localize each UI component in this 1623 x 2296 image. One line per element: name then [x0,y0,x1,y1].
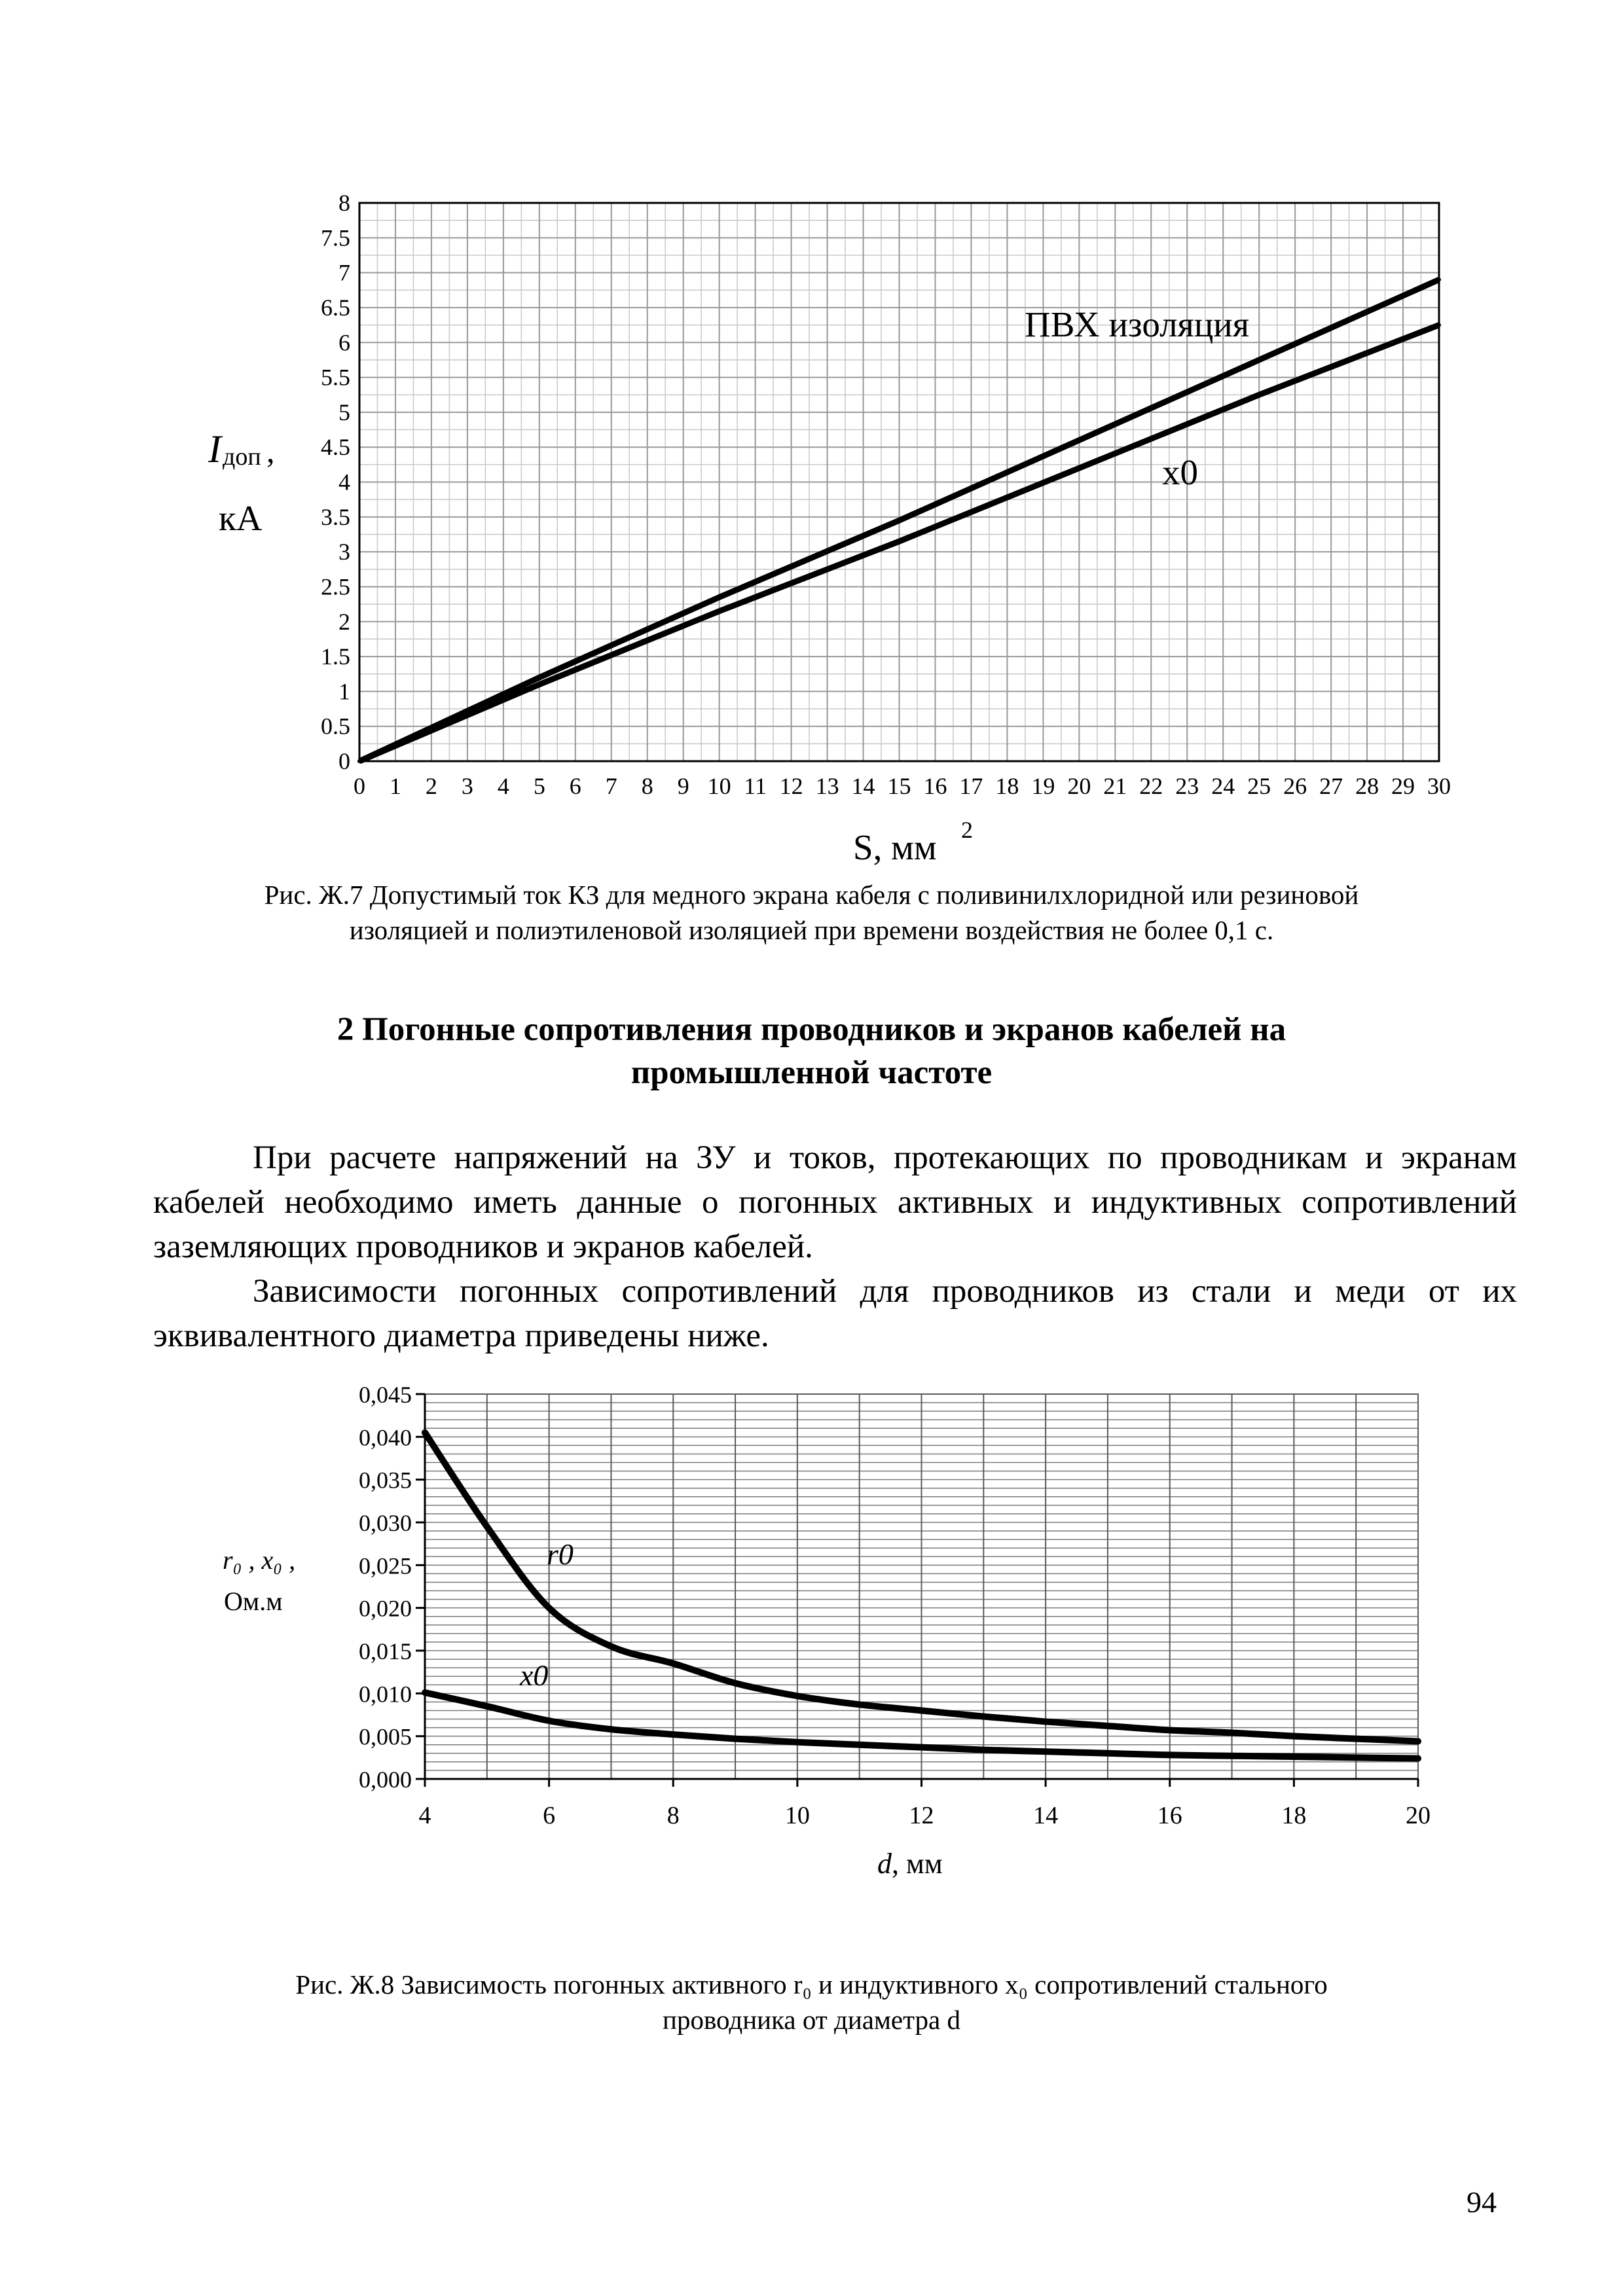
chart2-series-label-x0: x0 [520,1659,549,1692]
chart1-ytick-label: 2 [338,608,350,635]
chart1-xtick-label: 13 [815,773,839,799]
figure-7-caption-line2: изоляцией и полиэтиленовой изоляцией при времени воздействия не более 0,1 с. [349,915,1274,945]
figure-7-chart [0,0,1623,916]
paragraph-1: При расчете напряжений на ЗУ и токов, протекающих по проводникам и экранам кабелей необходимо иметь данные о погонных активных и индуктивных сопротивлений заземляющих проводников и экранов кабелей. [153,1139,1517,1265]
chart1-grid [359,203,1439,761]
chart1-ytick-label: 1.5 [321,643,350,670]
chart2-xtick-label: 12 [909,1802,934,1829]
chart1-ytick-label: 8 [338,190,350,216]
chart1-point [1077,466,1081,470]
chart2-ytick-label: 0,015 [359,1638,412,1664]
chart1-ytick-label: 5 [338,399,350,425]
chart1-xtick-label: 4 [497,773,509,799]
chart1-xtick-label: 11 [744,773,767,799]
chart1-point [898,518,902,522]
chart2-xtick-label: 18 [1281,1802,1307,1829]
chart1-xlabel: S, мм [853,827,937,867]
chart1-xtick-label: 5 [533,773,545,799]
chart1-point [1257,358,1261,362]
chart1-xtick-label: 17 [959,773,983,799]
chart1-xtick-label: 27 [1319,773,1343,799]
section-heading-line1: 2 Погонные сопротивления проводников и экранов кабелей на [337,1011,1286,1048]
chart1-xtick-label: 1 [389,773,401,799]
chart1-point [357,759,361,763]
chart1-xtick-label: 18 [995,773,1019,799]
chart1-xtick-label: 19 [1031,773,1055,799]
chart1-xtick-label: 22 [1139,773,1163,799]
chart2-grid [425,1394,1418,1779]
chart1-xtick-label: 26 [1283,773,1307,799]
chart1-xtick-label: 20 [1067,773,1091,799]
chart1-point [1437,278,1441,281]
chart2-ytick-label: 0,035 [359,1467,412,1494]
section-heading [196,1008,1427,1094]
chart2-ytick-label: 0,010 [359,1681,412,1708]
chart2-xtick-label: 4 [418,1802,431,1829]
figure-7-caption-line1: Рис. Ж.7 Допустимый ток КЗ для медного экрана кабеля с поливинилхлоридной или резиновой [264,880,1359,910]
chart1-xtick-label: 0 [354,773,365,799]
chart1-xtick-label: 12 [779,773,803,799]
chart1-point [898,539,902,543]
chart1-ytick-label: 4.5 [321,434,350,461]
figure-7-caption [131,877,1492,948]
chart1-xtick-label: 21 [1103,773,1127,799]
chart1-ytick-label: 5.5 [321,364,350,391]
chart1-xtick-label: 28 [1355,773,1379,799]
paragraph-2: Зависимости погонных сопротивлений для проводников из стали и меди от их эквивалентного диаметра приведены ниже. [153,1273,1517,1354]
chart2-ylabel-line1: r₀ , x₀ , [223,1545,296,1575]
chart1-ytick-label: 1 [338,678,350,705]
chart1-point [538,683,541,687]
chart1-ylabel-sub: доп [223,443,261,471]
chart1-xtick-label: 2 [425,773,437,799]
figure-8-caption-line1: Рис. Ж.8 Зависимость погонных активного r₀ и индуктивного x₀ сопротивлений стального [295,1969,1328,2000]
chart1-point [1077,439,1081,442]
chart1-xtick-label: 23 [1175,773,1199,799]
chart1-xtick-label: 7 [605,773,617,799]
chart2-xtick-label: 16 [1157,1802,1182,1829]
chart1-xtick-label: 29 [1391,773,1415,799]
chart1-xtick-label: 8 [641,773,653,799]
chart1-ytick-label: 7 [338,259,350,286]
chart1-ytick-label: 0.5 [321,713,350,740]
chart2-ytick-label: 0,025 [359,1552,412,1579]
figure-8-caption-line2: проводника от диаметра d [663,2005,960,2035]
chart1-series-label-pvc: ПВХ изоляция [1025,304,1250,344]
chart1-ytick-label: 3 [338,539,350,565]
chart1-xtick-label: 9 [677,773,689,799]
chart1-xtick-label: 16 [923,773,947,799]
body-text [153,1136,1517,1358]
chart2-xtick-label: 10 [784,1802,810,1829]
chart2-xtick-label: 8 [666,1802,680,1829]
chart1-xtick-label: 3 [461,773,473,799]
chart1-ylabel-unit: кА [219,498,263,538]
chart2-ytick-label: 0,040 [359,1424,412,1451]
chart2-ytick-label: 0,005 [359,1723,412,1750]
chart2-ylabel-line2: Ом.м [224,1587,283,1616]
chart1-xlabel-sup: 2 [961,817,973,843]
figure-8-chart [0,1361,1623,1905]
chart1-ylabel-comma: , [266,433,275,469]
chart1-xtick-label: 10 [707,773,731,799]
chart2-xlabel: d [877,1848,892,1880]
chart2-ytick-label: 0,000 [359,1767,412,1793]
chart1-xtick-label: 15 [887,773,911,799]
chart1-ytick-label: 7.5 [321,224,350,251]
chart1-point [538,675,541,679]
page-number: 94 [1467,2185,1497,2219]
chart2-ytick-label: 0,030 [359,1510,412,1536]
chart1-xtick-label: 25 [1247,773,1271,799]
chart2-xtick-label: 6 [543,1802,556,1829]
chart2-xtick-label: 14 [1033,1802,1059,1829]
chart1-ytick-label: 6.5 [321,294,350,321]
chart1-point [718,595,721,599]
chart1-ytick-label: 2.5 [321,573,350,600]
chart1-xtick-label: 24 [1211,773,1235,799]
chart2-xlabel-unit: , мм [892,1848,943,1880]
figure-8-caption [131,1967,1492,2037]
chart1-xtick-label: 14 [851,773,875,799]
chart1-ytick-label: 0 [338,748,350,774]
chart2-ytick-label: 0,020 [359,1595,412,1622]
chart1-xtick-label: 30 [1427,773,1451,799]
chart1-xtick-label: 6 [569,773,581,799]
chart1-ytick-label: 6 [338,329,350,356]
chart2-series-label-r0: r0 [547,1537,574,1571]
chart1-point [718,609,721,613]
chart2-xtick-label: 20 [1406,1802,1431,1829]
chart2-ytick-label: 0,045 [359,1382,412,1408]
section-heading-line2: промышленной частоте [630,1054,993,1091]
chart1-series-label-pe: x0 [1162,452,1198,492]
chart1-ytick-label: 3.5 [321,503,350,530]
chart1-ytick-label: 4 [338,469,350,495]
chart1-point [1437,323,1441,327]
chart1-ylabel: I [208,427,221,471]
chart1-point [1257,393,1261,397]
